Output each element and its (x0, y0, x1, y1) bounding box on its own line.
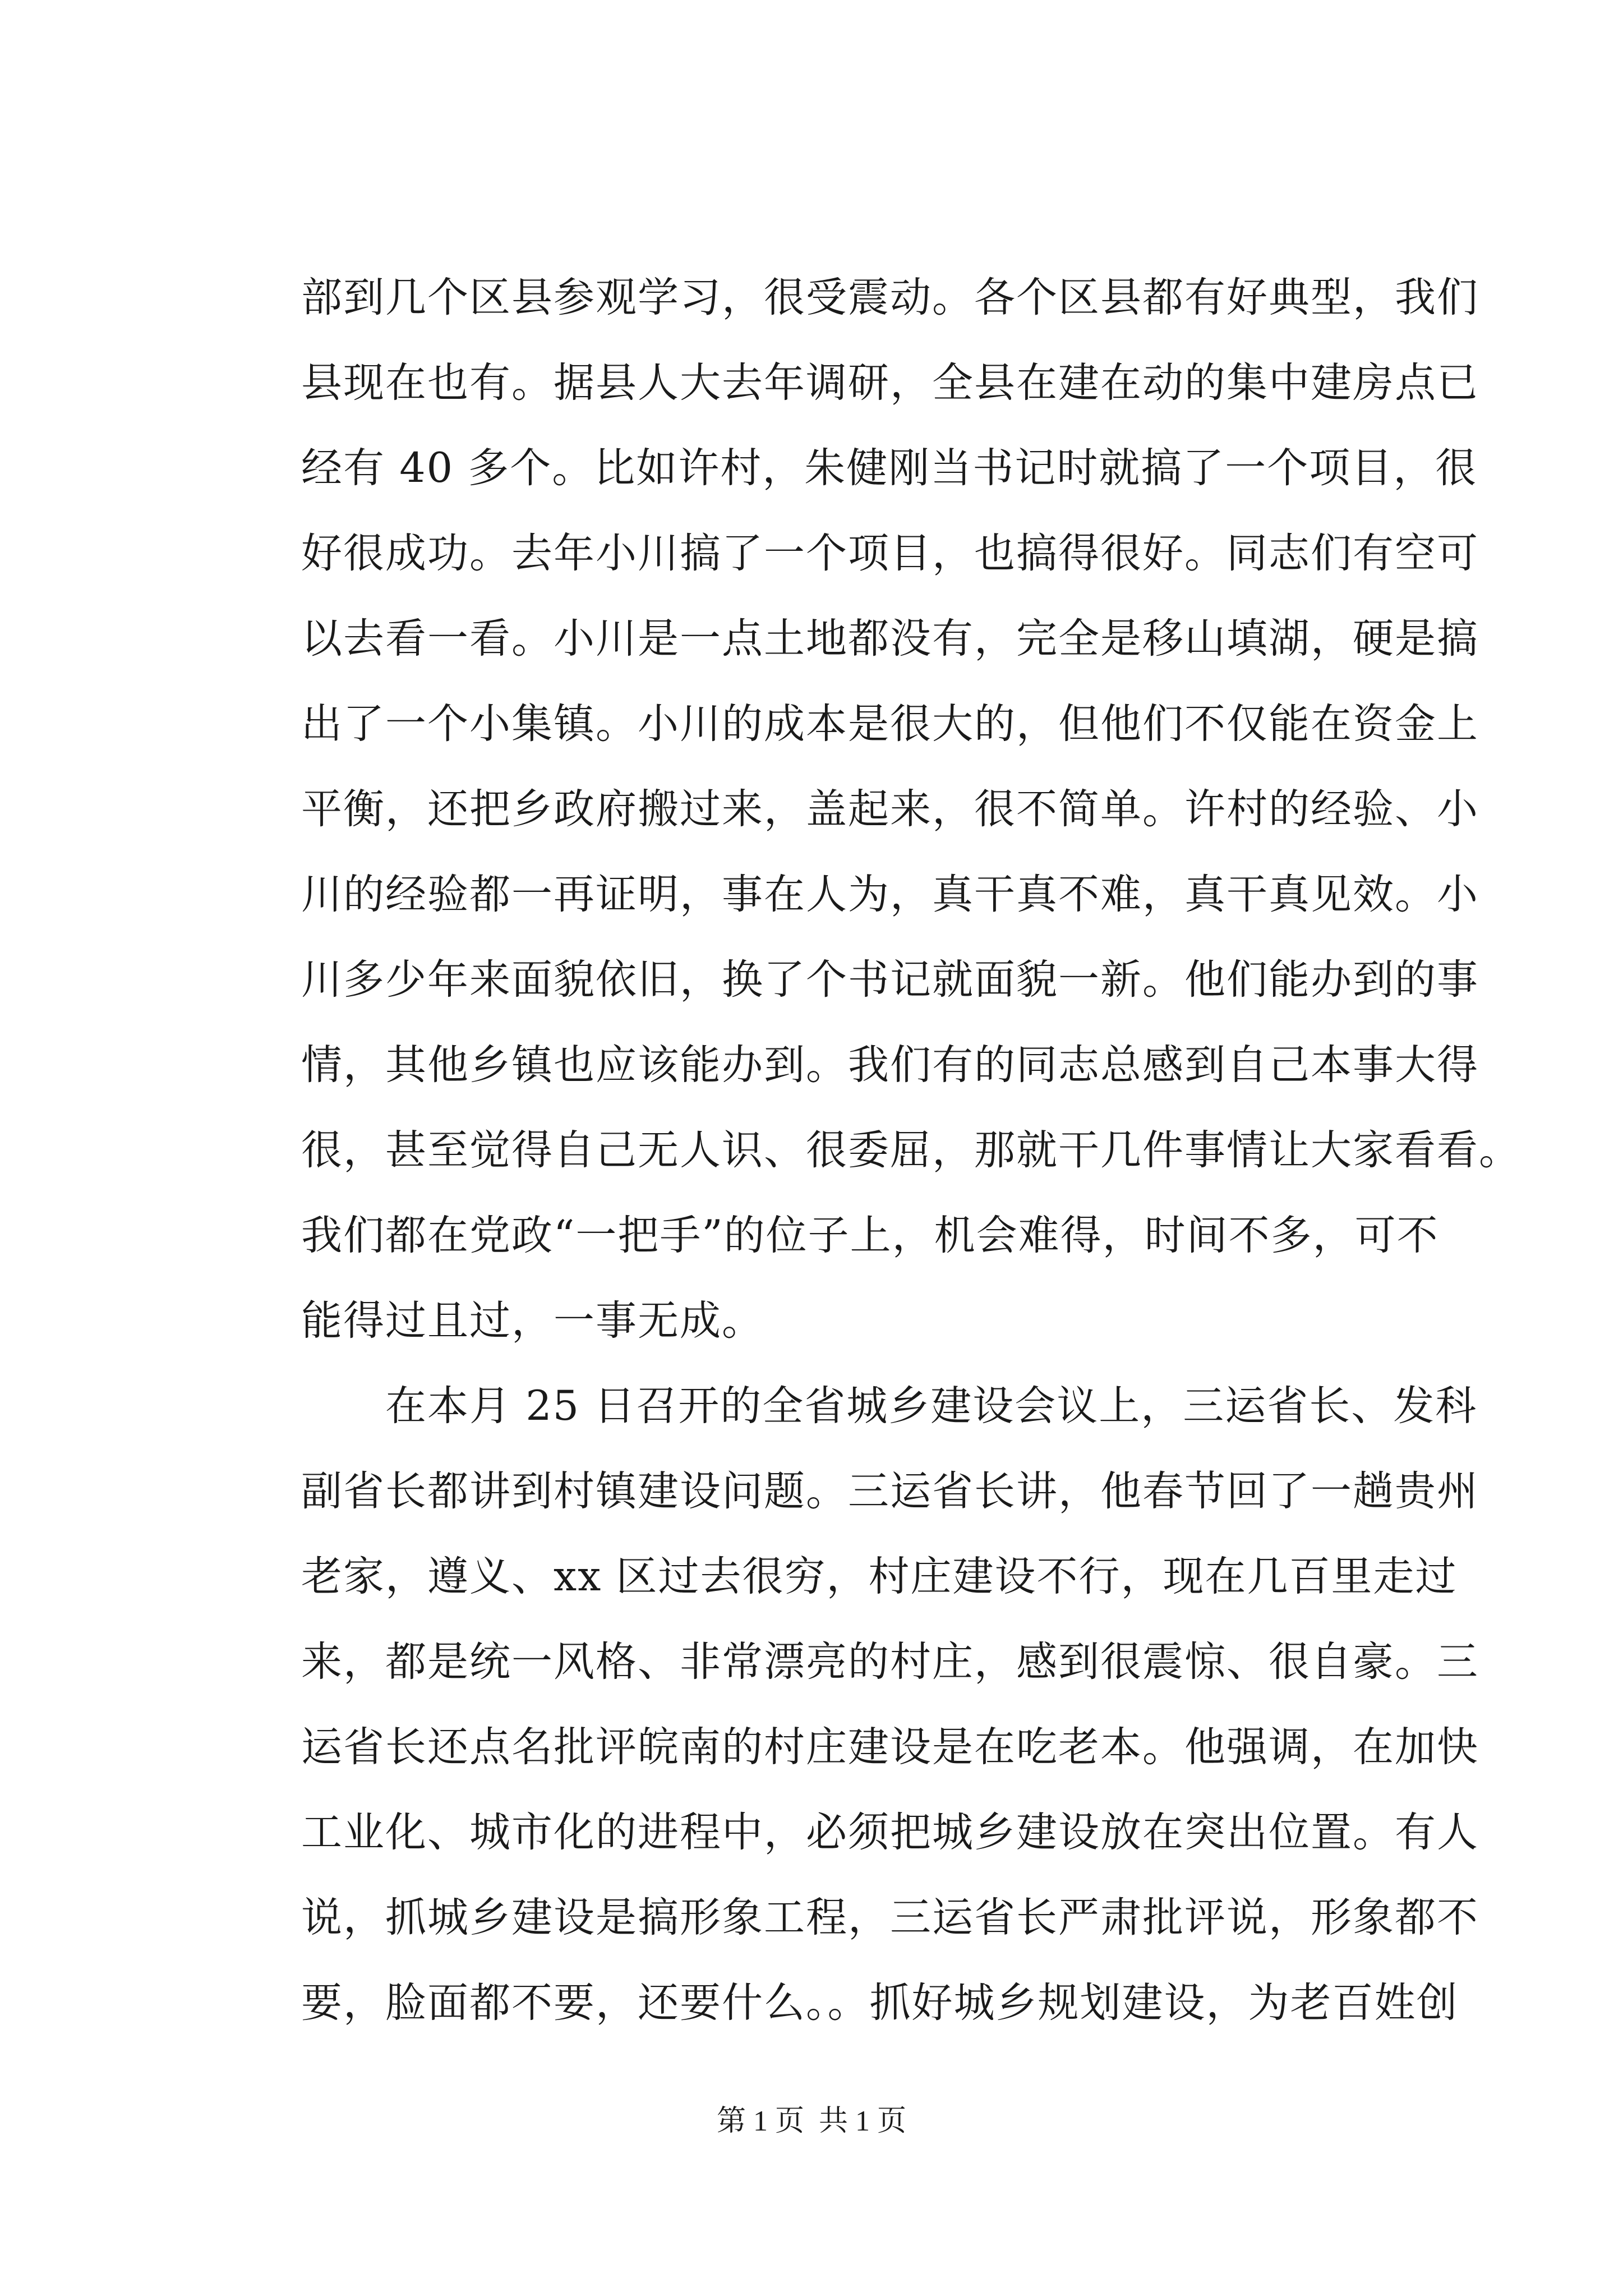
text-line: 好很成功。去年小川搞了一个项目，也搞得很好。同志们有空可 (301, 530, 1479, 577)
text-line: 副省长都讲到村镇建设问题。三运省长讲，他春节回了一趟贵州 (301, 1467, 1479, 1515)
document-body (301, 255, 1521, 2046)
text-line: 很，甚至觉得自己无人识、很委屈，那就干几件事情让大家看看。 (301, 1126, 1521, 1174)
text-line: 来，都是统一风格、非常漂亮的村庄，感到很震惊、很自豪。三 (301, 1638, 1479, 1686)
text-line: 县现在也有。据县人大去年调研，全县在建在动的集中建房点已 (301, 359, 1479, 407)
text-line: 我们都在党政“一把手”的位子上，机会难得，时间不多，可不 (301, 1212, 1439, 1259)
text-line: 以去看一看。小川是一点土地都没有，完全是移山填湖，硬是搞 (301, 615, 1479, 662)
text-line: 情，其他乡镇也应该能办到。我们有的同志总感到自己本事大得 (301, 1041, 1479, 1089)
text-line: 经有 40 多个。比如许村，朱健刚当书记时就搞了一个项目，很 (301, 444, 1478, 492)
paragraph-start-line: 在本月 25 日召开的全省城乡建设会议上，三运省长、发科 (301, 1382, 1478, 1430)
text-line: 要，脸面都不要，还要什么。。抓好城乡规划建设，为老百姓创 (301, 1979, 1459, 2027)
text-line: 运省长还点名批评皖南的村庄建设是在吃老本。他强调，在加快 (301, 1723, 1479, 1771)
text-line: 川的经验都一再证明，事在人为，真干真不难，真干真见效。小 (301, 871, 1479, 918)
text-line: 部到几个区县参观学习，很受震动。各个区县都有好典型，我们 (301, 274, 1479, 321)
text-line: 工业化、城市化的进程中，必须把城乡建设放在突出位置。有人 (301, 1809, 1479, 1856)
text-line: 能得过且过，一事无成。 (301, 1297, 764, 1345)
page-footer: 第 1 页 共 1 页 (716, 2105, 906, 2137)
text-line: 老家，遵义、xx 区过去很穷，村庄建设不行，现在几百里走过 (301, 1553, 1458, 1600)
text-line: 说，抓城乡建设是搞形象工程，三运省长严肃批评说，形象都不 (301, 1894, 1479, 1941)
text-line: 平衡，还把乡政府搬过来，盖起来，很不简单。许村的经验、小 (301, 785, 1479, 833)
text-line: 川多少年来面貌依旧，换了个书记就面貌一新。他们能办到的事 (301, 956, 1479, 1004)
text-line: 出了一个小集镇。小川的成本是很大的，但他们不仅能在资金上 (301, 700, 1479, 748)
